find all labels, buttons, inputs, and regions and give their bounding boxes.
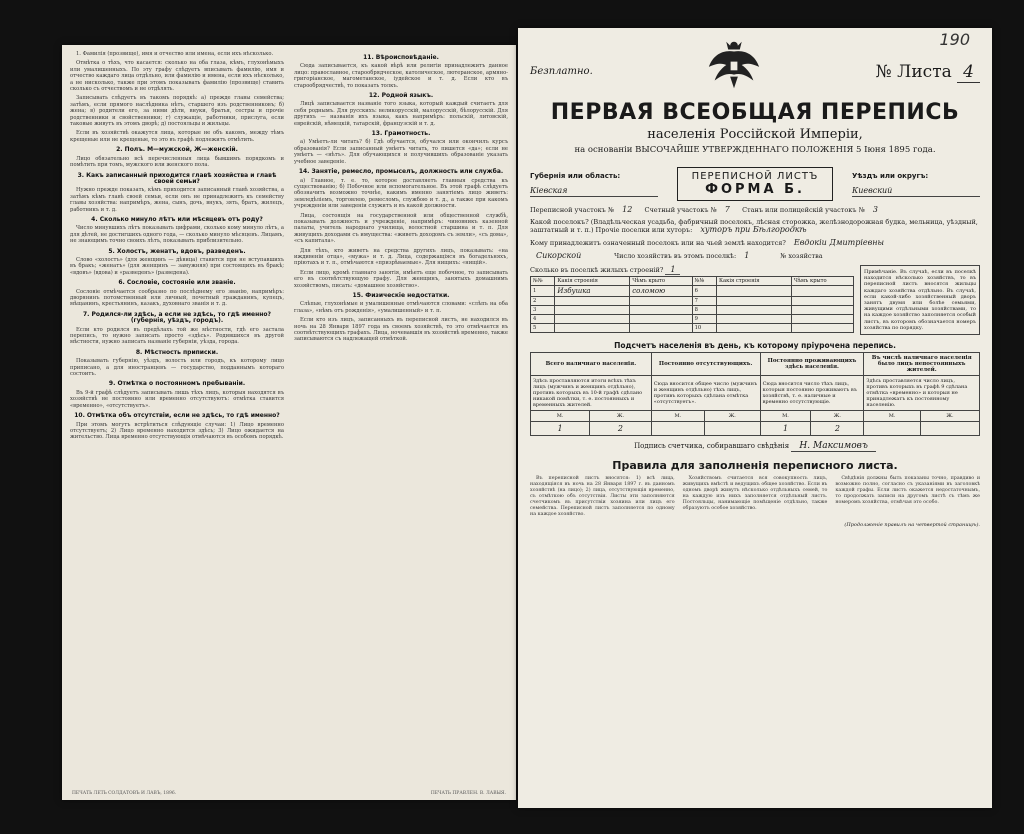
col-kind-2: Какія строенія (716, 277, 791, 286)
household-no-label: № хозяйства (780, 252, 823, 260)
house-no-2: 9 (692, 315, 716, 324)
left-column-1 (70, 51, 284, 794)
section-heading: 8. Мѣстность приписки. (135, 348, 219, 356)
right-page (518, 28, 992, 808)
houses-section (530, 265, 980, 335)
house-kind (555, 315, 630, 324)
district-value: Киевский (852, 186, 980, 197)
province-value: Кіевская (530, 186, 658, 197)
section-paragraph: Если кто родился въ предѣлахъ той же мѣстности, гдѣ его застала перепись, то нужно записать просто «здѣсь». Родившихся въ другой мѣстности, нужно записать названіе губерніи, уѣзда, города. (70, 326, 284, 346)
section-paragraph: Отмѣтка о тѣхъ, что касается: сколько на оба глаза, кѣмъ, глухонѣмыхъ или умалишенныхъ. По эту графу слѣдуетъ вписывать фамилію, имя и отчество каждаго лица отдѣльно, или фамилію и имена, если ихъ нѣсколько, а не нисколько, также при этомъ показывать фамилію (прозвище) ставить сколько съ отчествомъ и не отдѣлять. (70, 60, 284, 93)
rules-col-1 (530, 476, 675, 520)
rules-col-3 (835, 476, 980, 520)
owner-label: Кому принадлежитъ означенный поселокъ или на чьей землѣ находится? (530, 239, 786, 247)
house-roof (630, 315, 692, 324)
section-paragraph: Слово «холостъ» (для женщинъ — дѣвица) ставится при не вступавшихъ въ бракъ; «женатъ» (для женщинъ — замужняя) при состоящихъ въ бракѣ; «вдовъ» (вдова) и «разведенъ» (разведена). (70, 256, 284, 276)
left-page (62, 45, 516, 800)
signature-line (530, 441, 980, 451)
house-roof (630, 297, 692, 306)
list-number: 4 (957, 62, 980, 83)
header-row (530, 36, 980, 94)
section-paragraph: При этомъ могутъ встрѣтиться слѣдующіе случаи: 1) Лицо временно отсутствуетъ; 2) Лицо временно находится здѣсь; 3) Лицо ожидается на жительство. Лица временно отсутствующія отмѣчаются въ особомъ порядкѣ. (70, 421, 284, 441)
sex-m: М. (651, 411, 704, 422)
house-kind-2 (716, 286, 791, 297)
households-label: Число хозяйствъ въ этомъ поселкѣ: (614, 252, 737, 260)
section-heading: 7. Родился-ли здѣсь, а если не здѣсь, то гдѣ именно? (губернія, уѣздъ, городъ). (82, 310, 272, 325)
section-paragraph: Лица, состоящія на государственной или общественной службѣ, показывать должность и учрежденіе, напримѣръ: чиновникъ казенной палаты, учитель народнаго училища, волостной старшина и т. п. Для живущихъ доходами съ имущества: «живетъ доходомъ съ земли», «съ дома», «съ капитала». (294, 212, 508, 245)
census-subtitle: населенія Россійской Имперіи, (647, 127, 863, 142)
houses-header (530, 265, 854, 274)
footer-left-text: ПЕЧАТЬ ЛЕТЬ СОЛДАТОВЪ И ЛАВЪ, 1896. (72, 791, 177, 796)
house-no-2: 6 (692, 286, 716, 297)
house-no: 5 (531, 324, 555, 333)
section-heading: 9. Отмѣтка о постоянномъ пребываніи. (108, 380, 246, 388)
section-paragraph: Если въ хозяйствѣ окажутся лица, которые не объ какомъ, между тѣмъ крещеные или не крещеные, то это въ графѣ подлежитъ отмѣтить. (70, 130, 284, 143)
rules-title: Правила для заполненія переписного листа. (612, 459, 898, 473)
house-no-2: 8 (692, 306, 716, 315)
sex-m: М. (760, 411, 811, 422)
rule-text: Свѣдѣнія должны быть показаны точно, правдиво и возможно полно, согласно съ указаніями въ заголовкѣ каждой графы. Если листъ окажется недостаточнымъ, то продолжать записи на другомъ листѣ съ тѣмъ же номеромъ хозяйства, отмѣчая это особо. (835, 476, 981, 506)
count-title: Подсчетъ населенія въ день, къ которому пріурочена перепись. (614, 341, 896, 351)
count-value (705, 422, 761, 436)
section-paragraph: Слѣпые, глухонѣмые и умалишенные отмѣчаются словами: «слѣпъ на оба глаза», «нѣмъ отъ рожденія», «умалишенный» и т. п. (294, 301, 508, 314)
section-heading: 5. Холостъ, женатъ, вдовъ, разведенъ. (108, 247, 246, 255)
house-kind-2 (716, 297, 791, 306)
section-heading: 14. Занятіе, ремесло, промыселъ, должность или служба. (298, 168, 504, 176)
section-paragraph: Въ 9-й графѣ слѣдуетъ записывать лишь тѣхъ лицъ, которыя находятся въ хозяйствѣ не постоянно или временно отсутствуютъ: отмѣтка ставится «временно», «отсутствуетъ». (70, 389, 284, 409)
houses-header-label: Сколько въ поселкѣ жилыхъ строеній? (530, 266, 664, 274)
sheet-form: ФОРМА Б. (705, 182, 805, 197)
continuation-note: (Продолженіе правилъ на четвертой страницѣ). (844, 522, 980, 529)
section-paragraph: Нужно прежде показать, кѣмъ приходится записанный главѣ хозяйства, а затѣмъ кѣмъ главѣ своей семьи, если онъ не принадлежитъ къ семейству главы хозяйства: напримѣръ, жена, сынъ, дочь, внукъ, зять, братъ, жилецъ, работникъ и т. д. (70, 187, 284, 213)
house-kind (555, 324, 630, 333)
col-kind: Какія строенія (555, 277, 630, 286)
houses-block (530, 265, 854, 335)
house-no: 2 (531, 297, 555, 306)
count-value: 1 (531, 422, 590, 436)
col-roof-2: Чѣмъ крыто (791, 277, 853, 286)
houses-table-row (531, 315, 854, 324)
house-roof-2 (791, 306, 853, 315)
col-no: №№ (531, 277, 555, 286)
house-no: 4 (531, 315, 555, 324)
sex-m: М. (531, 411, 590, 422)
free-label: Безплатно. (530, 66, 593, 77)
households-value: 1 (738, 251, 755, 260)
house-no: 1 (531, 286, 555, 297)
settlement-line (530, 218, 980, 234)
counting-label: Счетный участокъ № (644, 206, 717, 214)
count-value (651, 422, 704, 436)
district-label: Уѣздъ или округъ: (852, 171, 929, 180)
footer-right-text: ПЕЧАТЬ ПРАВЛЕН. В. ЛАВЫЯ. (430, 791, 506, 796)
households-line (530, 251, 980, 260)
left-column-2 (294, 51, 508, 794)
house-roof (630, 306, 692, 315)
house-kind-2 (716, 306, 791, 315)
house-kind (555, 306, 630, 315)
section-paragraph: Для тѣхъ, кто живетъ на средства другихъ лицъ, показывать: «на иждивеніи отца», «мужа» и т. д. Лица, содержащіяся въ богадельняхъ, пріютахъ и т. п., отмѣчаются «призрѣваемые». Для нищихъ: «нищій». (294, 247, 508, 267)
count-value: 2 (590, 422, 652, 436)
house-roof-2 (791, 324, 853, 333)
station-label: Станъ или полицейскій участокъ № (742, 206, 865, 214)
section-paragraph: Число минувшихъ лѣтъ показывать цифрами, сколько кому минуло лѣтъ, а для дѣтей, не достигшихъ одного года, — сколько минуло мѣсяцевъ. Лицамъ, не знающимъ точно своихъ лѣтъ, показывать приблизительно. (70, 225, 284, 245)
count-value (920, 422, 979, 436)
count-h4: Въ числѣ наличнаго населенія было лицъ непостоянныхъ жителей. (864, 353, 980, 376)
section-heading: 3. Какъ записанный приходится главѣ хозяйства и главѣ своей семьи? (77, 171, 277, 185)
section-paragraph: Лицо обязательно всѣ перечисленныя лица бывшимъ порядкомъ и помѣтить при томъ, мужского или женского пола. (70, 155, 284, 169)
houses-table-row (531, 297, 854, 306)
section-paragraph: 1. Фамилія (прозвище), имя и отчество или имена, если ихъ нѣсколько. (76, 51, 274, 57)
section-heading: 15. Физическіе недостатки. (352, 292, 450, 299)
section-heading: 6. Сословіе, состояніе или званіе. (118, 279, 236, 287)
district-block (852, 172, 980, 197)
count-sex-row (531, 411, 980, 422)
count-descriptions (531, 376, 980, 411)
count-h3: Постоянно проживающихъ здѣсь населенія. (760, 353, 864, 376)
left-footer (72, 791, 506, 796)
count-d3: Сюда вносится число тѣхъ лицъ, которыя постоянно проживаютъ въ хозяйствѣ, т. е. наличные и временно отсутствующіе. (760, 376, 864, 411)
signature-value: Н. Максимовъ (791, 441, 875, 452)
rule-text: Въ переписной листъ вносятся: 1) всѣ лица, находящіяся въ ночь на 28 Января 1897 г. въ данномъ хозяйствѣ (на лицо); 2) лица, отсутствующія временно, съ отмѣткою объ отсутствіи. Листы эти заполняются счетчикомъ въ присутствіи хозяина или лицъ его семейства. Переписной листъ заполняется по одному на каждое хозяйство. (530, 476, 675, 518)
houses-table-row (531, 286, 854, 297)
list-label: № Листа (875, 62, 952, 82)
sheet-row (530, 167, 980, 201)
house-roof-2 (791, 315, 853, 324)
house-kind-2 (716, 315, 791, 324)
count-h1: Всего наличнаго населенія. (531, 353, 652, 376)
rules-col-2 (683, 476, 828, 520)
signature-label: Подпись счетчика, собиравшаго свѣдѣнія (634, 442, 790, 451)
house-no: 3 (531, 306, 555, 315)
count-d2: Сюда вносится общее число (мужчинъ и женщинъ отдѣльно) тѣхъ лицъ, противъ которыхъ сдѣлана отмѣтка «отсутствуетъ». (651, 376, 760, 411)
count-headers (531, 353, 980, 376)
sex-f: Ж. (811, 411, 864, 422)
count-d4: Здѣсь проставляется число лицъ, противъ которыхъ въ графѣ 9 сдѣлана отмѣтка «временно» и которыя не принадлежатъ къ постоянному населенію. (864, 376, 980, 411)
imperial-eagle-icon (705, 36, 763, 94)
houses-table-header (531, 277, 854, 286)
section-heading: 13. Грамотность. (371, 130, 431, 138)
house-roof-2 (791, 286, 853, 297)
section-heading: 12. Родной языкъ. (368, 92, 434, 100)
settlement-value: хуторъ при Бѣлгородкѣ (694, 225, 812, 234)
house-kind-2 (716, 324, 791, 333)
sex-f: Ж. (590, 411, 652, 422)
sex-f: Ж. (705, 411, 761, 422)
owner-line (530, 238, 980, 247)
household-no-value (823, 251, 835, 260)
province-label: Губернія или область: (530, 171, 621, 180)
section-paragraph: а) Главное, т. е. то, которое доставляетъ главныя средства къ существованію; б) Побочное или вспомогательное. Въ этой графѣ слѣдуетъ обозначить возможно точнѣе, какимъ именно занятіемъ лицо живетъ: земледѣліемъ, торговлею, ремесломъ, службою и т. д., а также при какомъ учрежденіи или заведеніи служитъ и въ какой должности. (294, 177, 508, 210)
settlement-label: Какой поселокъ? (Владѣльческая усадьба, фабричный поселокъ, лѣсная сторожка, желѣзнодорожная будка, мельница, уѣздный, заштатный и т. п.) Прочіе поселки или хуторъ: (530, 218, 978, 234)
owner-value-2: Сикорской (530, 251, 587, 260)
houses-table (530, 276, 854, 333)
sheet-title: ПЕРЕПИСНОЙ ЛИСТЪ (691, 171, 819, 182)
count-table (530, 352, 980, 436)
section-heading: 2. Полъ. М—мужской, Ж—женскій. (116, 146, 238, 154)
house-no-2: 10 (692, 324, 716, 333)
houses-table-row (531, 324, 854, 333)
count-h2: Постоянно отсутствующихъ. (651, 353, 760, 376)
house-kind (555, 297, 630, 306)
count-value: 2 (811, 422, 864, 436)
section-paragraph: а) Умѣетъ-ли читать? б) Гдѣ обучается, обучался или окончилъ курсъ образованія? Если записанный умѣетъ читать, то пишется «да»; если не умѣетъ — «нѣтъ». Для обучающихся и получившихъ образованіе указать учебное заведеніе. (294, 139, 508, 165)
section-label: Переписной участокъ № (530, 206, 615, 214)
sex-f: Ж. (920, 411, 979, 422)
section-heading: 4. Сколько минуло лѣтъ или мѣсяцевъ отъ роду? (91, 215, 263, 223)
note-box: Примѣчаніе. Въ случаѣ, если въ поселкѣ находится нѣсколько хозяйствъ, то въ переписной листъ вносятся жильцы каждаго хозяйства отдѣльно. Въ случаѣ, если какой-либо хозяйственный дворъ занятъ двумя или болѣе семьями, живущими отдѣльными хозяйствами, то на каждое хозяйство заполняется особый листъ, въ которомъ обозначается номеръ хозяйства по порядку. (860, 265, 980, 335)
section-paragraph: Сюда записывается, къ какой вѣрѣ или религіи принадлежитъ данное лицо: православное, старообрядческое, католическое, лютеранское, армяно-григоріанское, магометанское, іудейское и т. д. Если кто въ старообрядчествѣ, то показать толкъ. (294, 63, 508, 89)
census-basis: на основаніи ВЫСОЧАЙШЕ УТВЕРЖДЕННАГО ПОЛОЖЕНІЯ 5 Іюня 1895 года. (574, 145, 936, 155)
house-roof: соломою (630, 286, 692, 297)
section-paragraph: Записывать слѣдуетъ въ такомъ порядкѣ: а) прежде главы семейства; затѣмъ, если прямого наслѣдника нѣтъ, старшего изъ родственниковъ; б) жена; в) родители его, за ними дѣти, внуки, братья, сестры и прочіе родственники и свойственники; г) служащіе, работники, прислуга, если таковые живутъ въ этомъ дворѣ; д) постояльцы и жильцы. (70, 95, 284, 128)
house-roof (630, 324, 692, 333)
section-paragraph: Если кто изъ лицъ, записанныхъ въ переписной листъ, не находился въ ночь на 28 Января 1897 года въ своемъ хозяйствѣ, то это отмѣчается въ соотвѣтствующихъ графахъ. Лица, ночевавшія въ хозяйствѣ временно, также записываются съ надлежащей отмѣткой. (294, 317, 508, 343)
houses-value: 1 (665, 265, 680, 275)
corner-number: 190 (939, 30, 970, 49)
houses-table-row (531, 306, 854, 315)
province-block (530, 172, 658, 197)
section-paragraph: Если лицо, кромѣ главнаго занятія, имѣетъ еще побочное, то записывать его въ соотвѣтствующую графу. Для женщинъ, занятыхъ домашнимъ хозяйствомъ, писать: «домашнее хозяйство». (294, 269, 508, 289)
count-d1: Здѣсь проставляются итоги всѣхъ тѣхъ лицъ (мужчинъ и женщинъ отдѣльно), противъ которыхъ въ 10-й графѣ сдѣлано никакой помѣтки, т. е. постоянныхъ и временныхъ жителей. (531, 376, 652, 411)
section-paragraph: Показывать губернію, уѣздъ, волость или городъ, къ которому лицо приписано, а для иностранцевъ — государство, подданнымъ котораго состоитъ. (70, 358, 284, 378)
house-kind: Избушка (555, 286, 630, 297)
census-title: ПЕРВАЯ ВСЕОБЩАЯ ПЕРЕПИСЬ (550, 100, 960, 125)
section-value: 12 (616, 205, 638, 214)
house-roof-2 (791, 297, 853, 306)
section-paragraph: Лицѣ записывается названіе того языка, который каждый считаетъ для себя роднымъ. Для русскихъ: великорусскій, малорусскій, бѣлорусскій. Для другихъ — названія ихъ языка, какъ напримѣръ: польскій, литовскій, еврейскій, нѣмецкій, татарскій, французскій и т. д. (294, 101, 508, 127)
sex-m: М. (864, 411, 921, 422)
rule-text: Хозяйствомъ считается вся совокупность лицъ, живущихъ вмѣстѣ и ведущихъ общее хозяйство. Если въ одномъ дворѣ живутъ нѣсколько отдѣльныхъ семей, то на каждую изъ нихъ заполняется отдѣльный листъ. Постояльцы, нанимающіе помѣщеніе отдѣльно, также образуютъ особое хозяйство. (682, 476, 828, 512)
count-value: 1 (760, 422, 811, 436)
col-roof: Чѣмъ крыто (630, 277, 692, 286)
owner-value: Евдокіи Дмитріевны (788, 238, 890, 247)
counting-value: 7 (719, 205, 736, 214)
col-no-2: №№ (692, 277, 716, 286)
sheet-form-box (677, 167, 833, 201)
section-heading: 10. Отмѣтка объ отсутствіи, если не здѣсь, то гдѣ именно? (74, 412, 280, 420)
count-values-row (531, 422, 980, 436)
house-no-2: 7 (692, 297, 716, 306)
rules-columns (530, 476, 980, 520)
section-paragraph: Сословіе отмѣчается сообразно по послѣднему его званію, напримѣръ: дворянинъ потомственный или личный, почетный гражданинъ, купецъ, мѣщанинъ, крестьянинъ, казакъ, духовнаго званія и т. д. (70, 288, 284, 308)
station-value: 3 (867, 205, 884, 214)
count-value (864, 422, 921, 436)
section-line (530, 205, 980, 214)
list-number-block (876, 62, 980, 82)
section-heading: 11. Вѣроисповѣданіе. (363, 54, 439, 61)
